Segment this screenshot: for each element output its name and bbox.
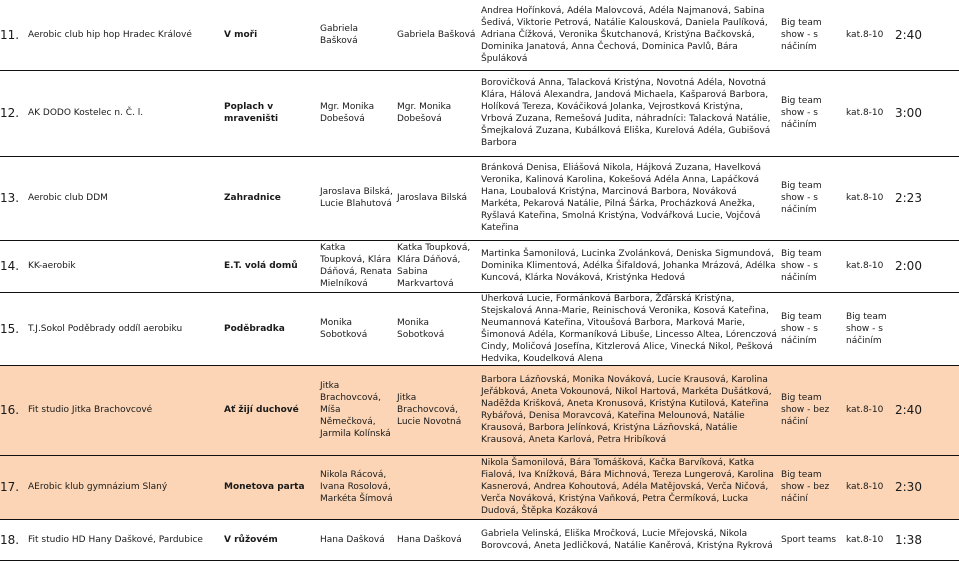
performance-title: Zahradnice — [222, 156, 318, 240]
trainer-name: Monika Sobotková — [318, 292, 395, 365]
table-row — [0, 519, 959, 560]
team-members: Gabriela Velinská, Eliška Mročková, Lucie Mřejovská, Nikola Borovcová, Aneta Jedličková, Natálie Kaněrová, Kristýna Rykrová — [479, 519, 779, 560]
team-members: Nikola Šamonilová, Bára Tomášková, Kačka Barvíková, Katka Fialová, Iva Knížková, Bára Michnová, Tereza Lungerová, Karolina Kasnerová, Andrea Kohoutová, Adéla Matějovská, Verča Ničová, Verča Nováková, Kristýna Vaňková, Petra Čermíková, Lucka Dudová, Štěpka Kozáková — [479, 455, 779, 519]
performance-title: Ať žijí duchové — [222, 365, 318, 455]
row-number: 18. — [0, 519, 26, 560]
performance-time: 2:40 — [893, 0, 959, 70]
club-name: Aerobic club hip hop Hradec Králové — [26, 0, 222, 70]
performance-time — [893, 292, 959, 365]
row-number: 13. — [0, 156, 26, 240]
category: Big team show - bez náčiní — [779, 365, 844, 455]
category: Big team show - bez náčiní — [779, 455, 844, 519]
performance-time: 1:38 — [893, 519, 959, 560]
choreographer-name: Hana Dašková — [395, 519, 479, 560]
age-category: Big team show - s náčiním — [844, 292, 893, 365]
category: Big team show - s náčiním — [779, 156, 844, 240]
trainer-name: Jitka Brachovcová, Míša Němečková, Jarmila Kolínská — [318, 365, 395, 455]
choreographer-name: Gabriela Bašková — [395, 0, 479, 70]
choreographer-name: Mgr. Monika Dobešová — [395, 70, 479, 156]
trainer-name: Katka Toupková, Klára Dáňová, Renata Mielníková — [318, 240, 395, 292]
row-number: 17. — [0, 455, 26, 519]
performance-title: E.T. volá domů — [222, 240, 318, 292]
choreographer-name: Jitka Brachovcová, Lucie Novotná — [395, 365, 479, 455]
category: Big team show - s náčiním — [779, 0, 844, 70]
trainer-name: Nikola Rácová, Ivana Rosolová, Markéta Šímová — [318, 455, 395, 519]
team-members: Barbora Lázňovská, Monika Nováková, Lucie Krausová, Karolina Jeřábková, Aneta Vokounová, Nikol Hartová, Markéta Dušátková, Nadĕžda Krišková, Aneta Kronusová, Kristýna Kutilová, Kateřina Rybářová, Denisa Moravcová, Kateřina Melounová, Natálie Krausová, Barbora Jelínková, Kristýna Lázňovská, Natálie Krausová, Aneta Karlová, Petra Hribíková — [479, 365, 779, 455]
row-number: 12. — [0, 70, 26, 156]
trainer-name: Jaroslava Bilská, Lucie Blahutová — [318, 156, 395, 240]
age-category: kat.8-10 — [844, 0, 893, 70]
performance-time: 3:00 — [893, 70, 959, 156]
table-row — [0, 0, 959, 70]
table-row — [0, 240, 959, 292]
performance-title: Poplach v mraveništi — [222, 70, 318, 156]
trainer-name: Mgr. Monika Dobešová — [318, 70, 395, 156]
performance-time: 2:30 — [893, 455, 959, 519]
performance-title: V moři — [222, 0, 318, 70]
performance-time: 2:23 — [893, 156, 959, 240]
age-category: kat.8-10 — [844, 156, 893, 240]
row-number: 11. — [0, 0, 26, 70]
club-name: AErobic klub gymnázium Slaný — [26, 455, 222, 519]
age-category: kat.8-10 — [844, 240, 893, 292]
age-category: kat.8-10 — [844, 70, 893, 156]
club-name: Fit studio HD Hany Daškové, Pardubice — [26, 519, 222, 560]
table-row — [0, 70, 959, 156]
row-number: 14. — [0, 240, 26, 292]
age-category: kat.8-10 — [844, 365, 893, 455]
age-category: kat.8-10 — [844, 519, 893, 560]
row-number: 15. — [0, 292, 26, 365]
team-members: Bránková Denisa, Eliášová Nikola, Hájková Zuzana, Havelková Veronika, Kalinová Karolina, Kokešová Adéla Anna, Lapáčková Hana, Loubalová Kristýna, Marcinová Barbora, Nováková Markéta, Pekarová Natálie, Pilná Šárka, Procházková Anežka, Ryšlavá Kateřina, Smolná Kristýna, Vodvářková Lucie, Vojčová Kateřina — [479, 156, 779, 240]
club-name: AK DODO Kostelec n. Č. l. — [26, 70, 222, 156]
row-number: 16. — [0, 365, 26, 455]
choreographer-name: Monika Sobotková — [395, 292, 479, 365]
club-name: KK-aerobik — [26, 240, 222, 292]
club-name: T.J.Sokol Poděbrady oddíl aerobiku — [26, 292, 222, 365]
choreographer-name: Jaroslava Bilská — [395, 156, 479, 240]
performance-time: 2:40 — [893, 365, 959, 455]
category: Sport teams — [779, 519, 844, 560]
team-members: Uherková Lucie, Formánková Barbora, Žďárská Kristýna, Stejskalová Anna-Marie, Reinischová Veronika, Kosová Kateřina, Neumannová Kateřina, Vitoušová Barbora, Marková Marie, Šimonová Adéla, Kormaníková Libuše, Lincesso Altea, Lórenczová Cindy, Moličová Josefína, Kitzlerová Alice, Vinecká Nikol, Pešková Hedvika, Koudelková Alena — [479, 292, 779, 365]
table-row — [0, 365, 959, 455]
choreographer-name: Katka Toupková, Klára Dáňová, Sabina Markvartová — [395, 240, 479, 292]
table-row — [0, 455, 959, 519]
club-name: Fit studio Jitka Brachovcové — [26, 365, 222, 455]
trainer-name: Hana Dašková — [318, 519, 395, 560]
table-row — [0, 292, 959, 365]
team-members: Andrea Hořínková, Adéla Malovcová, Adéla Najmanová, Sabina Šedivá, Viktorie Petrová, Natálie Kalousková, Daniela Paulíková, Adriana Čížková, Veronika Škutchanová, Kristýna Bačkovská, Dominika Janatová, Anna Čechová, Dominica Pavlů, Bára Špuláková — [479, 0, 779, 70]
table-row — [0, 156, 959, 240]
trainer-name: Gabriela Bašková — [318, 0, 395, 70]
club-name: Aerobic club DDM — [26, 156, 222, 240]
team-members: Borovičková Anna, Talacková Kristýna, Novotná Adéla, Novotná Klára, Hálová Alexandra, Jandová Michaela, Kašparová Barbora, Holíková Tereza, Kováčiková Jolanka, Vejrostková Kristýna, Vrbová Zuzana, Remešová Judita, náhradníci: Talacková Natálie, Šmejkalová Zuzana, Kubálková Eliška, Kurelová Adéla, Gubišová Barbora — [479, 70, 779, 156]
choreographer-name — [395, 455, 479, 519]
category: Big team show - s náčiním — [779, 292, 844, 365]
performance-title: Poděbradka — [222, 292, 318, 365]
performance-time: 2:00 — [893, 240, 959, 292]
age-category: kat.8-10 — [844, 455, 893, 519]
performance-title: V růžovém — [222, 519, 318, 560]
team-members: Martinka Šamonilová, Lucinka Zvolánková, Deniska Sigmundová, Dominika Klimentová, Adélka Šifaldová, Johanka Mrázová, Adélka Kuncová, Klárka Nováková, Kristýnka Hedová — [479, 240, 779, 292]
category: Big team show - s náčiním — [779, 240, 844, 292]
performance-title: Monetova parta — [222, 455, 318, 519]
category: Big team show - s náčiním — [779, 70, 844, 156]
